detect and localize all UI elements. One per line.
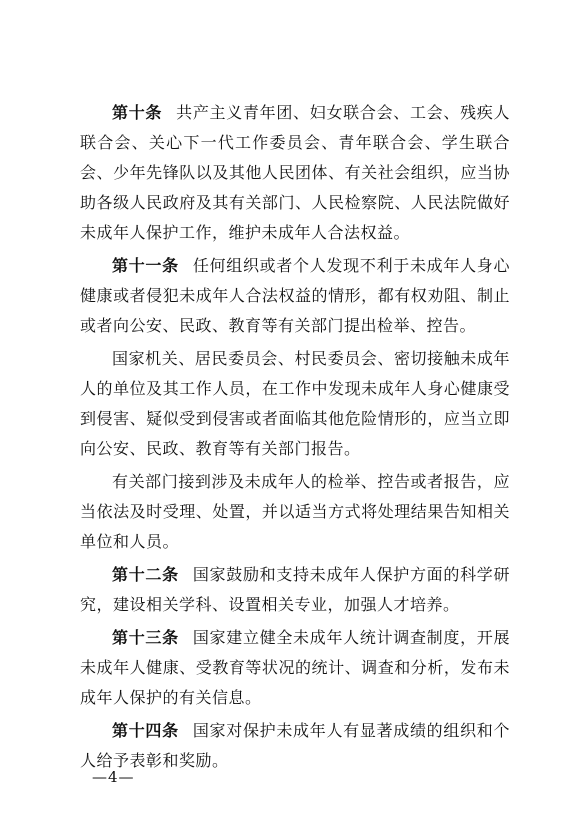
paragraph-text: 国家鼓励和支持未成年人保护方面的科学研究，建设相关学科、设置相关专业，加强人才培养。: [80, 565, 510, 614]
paragraph-text: 国家建立健全未成年人统计调查制度，开展未成年人健康、受教育等状况的统计、调查和分析，发布未成年人保护的有关信息。: [80, 628, 510, 707]
paragraph-article-12: [80, 560, 510, 620]
article-heading: 第十三条: [112, 628, 179, 647]
paragraph-article-13: [80, 623, 510, 713]
paragraph-article-10: [80, 98, 510, 248]
paragraph-text: 有关部门接到涉及未成年人的检举、控告或者报告，应当依法及时受理、处置，并以适当方式将处理结果告知相关单位和人员。: [80, 472, 510, 551]
paragraph-article-11: [80, 251, 510, 341]
paragraph-text: 国家机关、居民委员会、村民委员会、密切接触未成年人的单位及其工作人员，在工作中发现未成年人身心健康受到侵害、疑似受到侵害或者面临其他危险情形的，应当立即向公安、民政、教育等有关部门报告。: [80, 349, 510, 458]
article-heading: 第十条: [112, 103, 163, 122]
paragraph-article-14: [80, 716, 510, 776]
article-heading: 第十一条: [112, 256, 179, 275]
paragraph-text: 国家对保护未成年人有显著成绩的组织和个人给予表彰和奖励。: [80, 721, 510, 770]
page-number: —4—: [92, 768, 135, 786]
paragraph-article-11-clause-2: [80, 344, 510, 464]
document-body: [80, 98, 510, 776]
article-heading: 第十四条: [112, 721, 179, 740]
paragraph-article-11-clause-3: [80, 467, 510, 557]
article-heading: 第十二条: [112, 565, 179, 584]
paragraph-text: 共产主义青年团、妇女联合会、工会、残疾人联合会、关心下一代工作委员会、青年联合会、学生联合会、少年先锋队以及其他人民团体、有关社会组织，应当协助各级人民政府及其有关部门、人民检察院、人民法院做好未成年人保护工作，维护未成年人合法权益。: [80, 103, 510, 242]
paragraph-text: 任何组织或者个人发现不利于未成年人身心健康或者侵犯未成年人合法权益的情形，都有权劝阻、制止或者向公安、民政、教育等有关部门提出检举、控告。: [80, 256, 510, 335]
